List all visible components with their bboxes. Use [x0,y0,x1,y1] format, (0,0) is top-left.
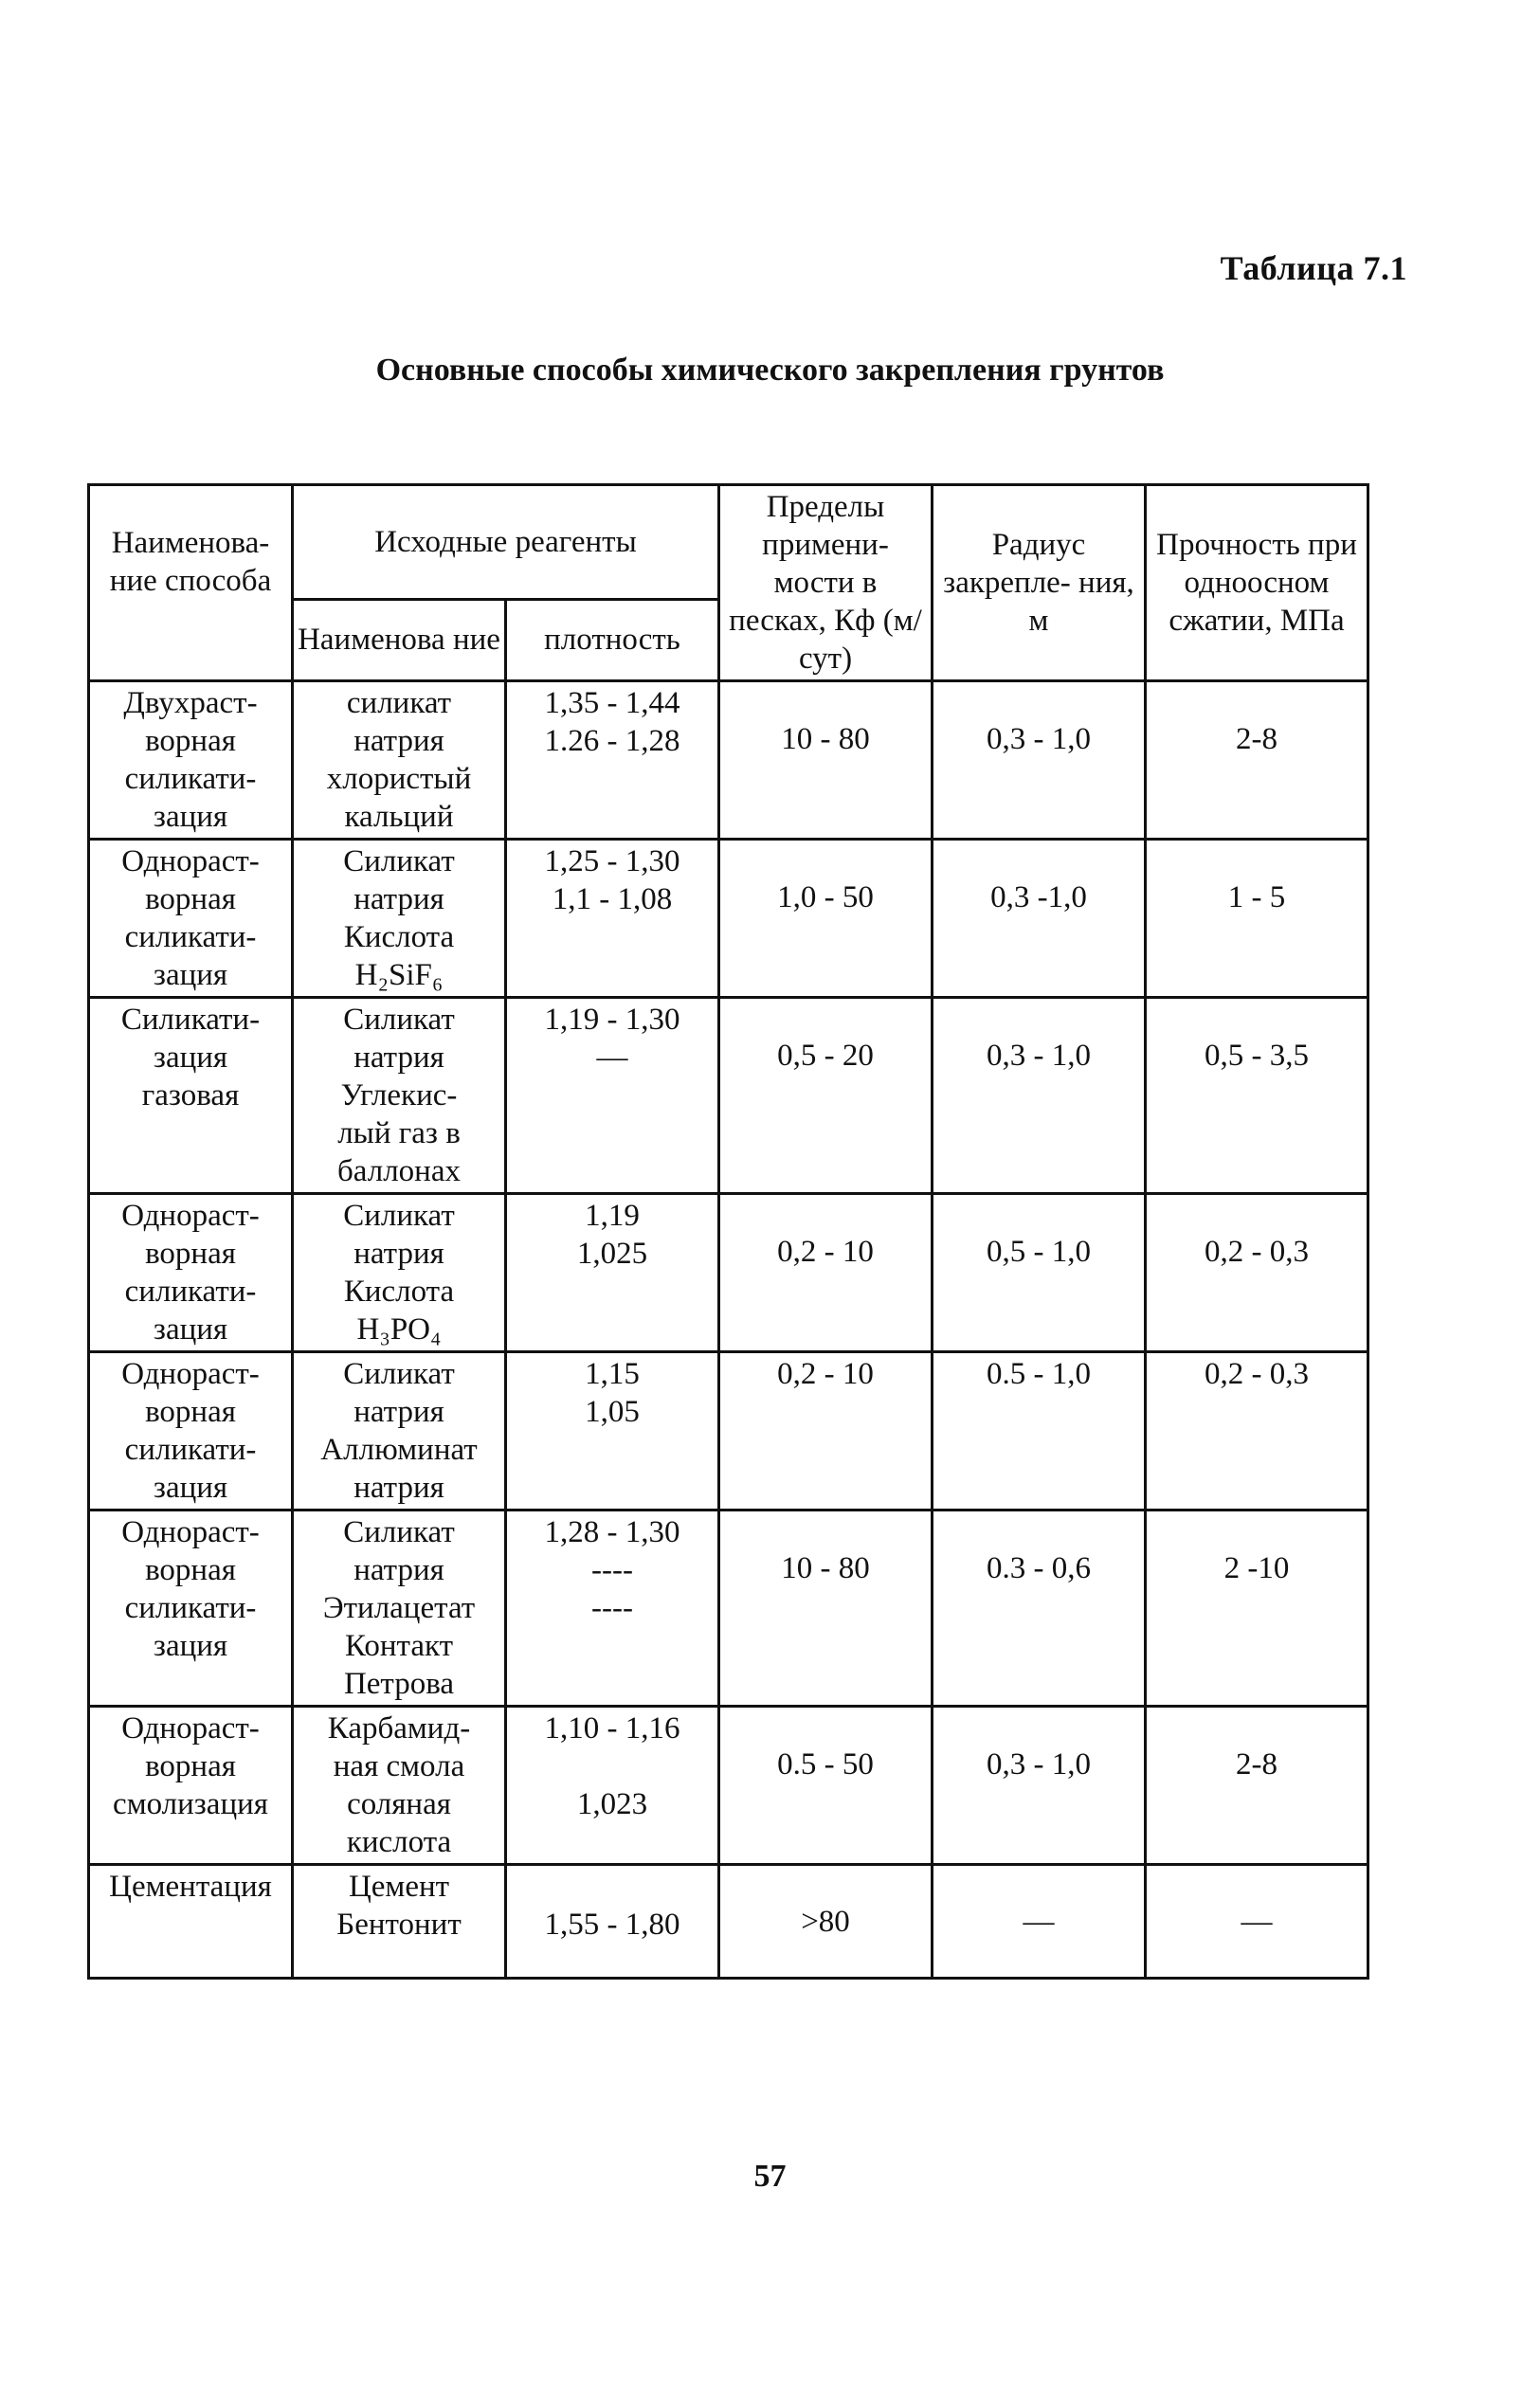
density-cell-line: 1,19 [585,1199,640,1233]
reagent-cell-line: Углекис- [340,1078,458,1113]
density-cell-line: 1,025 [576,1237,648,1271]
method-cell [89,840,293,998]
strength-cell: 0,5 - 3,5 [1146,998,1368,1194]
table-row [89,1707,1368,1865]
method-cell-line: Однораст- [121,1711,260,1746]
density-cell [506,681,719,840]
radius-cell: 0,3 -1,0 [933,840,1146,998]
strength-cell: 1 - 5 [1146,840,1368,998]
table-title: Основные способы химического закрепления грунтов [375,353,1165,388]
reagent-cell-line: кальций [344,800,454,834]
method-cell-line: ворная [145,1237,236,1271]
reagent-cell-line: Кислота [343,1275,455,1309]
density-cell-line: 1,19 - 1,30 [544,1003,680,1037]
density-cell [506,1194,719,1352]
density-cell-line [511,1747,714,1785]
page-number: 57 [753,2159,787,2194]
reagent-cell-line: натрия [353,1471,444,1505]
limits-cell: 0,5 - 20 [719,998,933,1194]
method-cell-line: силикати- [124,1275,257,1309]
reagent-cell-line: кислота [346,1825,452,1859]
limits-cell: >80 [719,1865,933,1979]
method-cell [89,1511,293,1707]
density-cell-line: — [596,1040,628,1075]
method-cell-line: силикати- [124,920,257,954]
density-cell-line: ---- [591,1591,633,1625]
reagent-cell [293,840,506,998]
strength-cell: 0,2 - 0,3 [1146,1194,1368,1352]
method-cell-line: Силикати- [120,1003,261,1037]
header-reagent-name: Наименова ние [293,599,506,680]
reagent-cell-line: Бентонит [336,1908,462,1942]
reagent-cell-line: Силикат [343,1199,455,1233]
method-cell-line: зация [153,800,228,834]
method-cell-line: ворная [145,1553,236,1587]
density-cell [506,840,719,998]
reagent-cell-line: H₂SiF₆ [354,958,444,992]
reagent-cell [293,998,506,1194]
method-cell-line: Однораст- [121,1199,260,1233]
method-cell-line: ворная [145,724,236,758]
density-cell-line [511,1868,714,1906]
reagent-cell-line: Цемент [348,1870,450,1904]
table-row [89,1865,1368,1979]
method-cell-line: Однораст- [121,844,260,878]
density-cell-line: 1,55 - 1,80 [544,1908,680,1942]
reagent-cell [293,681,506,840]
reagent-cell [293,1194,506,1352]
method-cell-line: Цементация [109,1870,272,1904]
reagent-cell-line: Силикат [343,1003,455,1037]
method-cell-line: силикати- [124,1433,257,1467]
reagent-cell-line: Силикат [343,844,455,878]
radius-cell: — [933,1865,1146,1979]
strength-cell: 2-8 [1146,1707,1368,1865]
method-cell-line: ворная [145,1749,236,1783]
radius-cell: 0,5 - 1,0 [933,1194,1146,1352]
methods-table [87,483,1369,1980]
header-density: плотность [506,599,719,680]
reagent-cell-line: натрия [353,1553,444,1587]
radius-cell: 0,3 - 1,0 [933,1707,1146,1865]
method-cell-line: силикати- [124,762,257,796]
header-limits: Пределы примени- мости в песках, Кф (м/сут) [719,485,933,681]
header-reagents: Исходные реагенты [293,485,719,600]
reagent-cell-line: Силикат [343,1357,455,1391]
reagent-cell-line: натрия [353,1040,444,1075]
table-row [89,998,1368,1194]
density-cell [506,1352,719,1511]
density-cell-line: 1.26 - 1,28 [544,724,680,758]
method-cell-line: Двухраст- [123,686,258,720]
strength-cell: 2 -10 [1146,1511,1368,1707]
limits-cell: 0,2 - 10 [719,1352,933,1511]
method-cell [89,1194,293,1352]
reagent-cell-line: Этилацетат [322,1591,476,1625]
method-cell-line: Однораст- [121,1515,260,1549]
strength-cell: 2-8 [1146,681,1368,840]
limits-cell: 10 - 80 [719,681,933,840]
reagent-cell-line: ная смола [333,1749,465,1783]
reagent-cell-line: натрия [353,1237,444,1271]
radius-cell: 0.3 - 0,6 [933,1511,1146,1707]
reagent-cell-line: Карбамид- [327,1711,471,1746]
reagent-cell [293,1865,506,1979]
reagent-cell-line: баллонах [337,1154,461,1188]
density-cell [506,998,719,1194]
density-cell-line: 1,25 - 1,30 [544,844,680,878]
density-cell [506,1511,719,1707]
header-method: Наименова- ние способа [89,485,293,681]
reagent-cell-line: хлористый [326,762,472,796]
method-cell [89,1707,293,1865]
reagent-cell-line: силикат [346,686,452,720]
header-radius: Радиус закрепле- ния, м [933,485,1146,681]
density-cell-line: 1,023 [576,1787,648,1821]
reagent-cell-line: натрия [353,1395,444,1429]
method-cell-line: зация [153,1312,228,1347]
strength-cell: — [1146,1865,1368,1979]
method-cell [89,998,293,1194]
method-cell-line: зация [153,1629,228,1663]
table-row [89,1352,1368,1511]
strength-cell: 0,2 - 0,3 [1146,1352,1368,1511]
method-cell-line: Однораст- [121,1357,260,1391]
method-cell-line: смолизация [113,1787,268,1821]
method-cell-line: газовая [141,1078,240,1113]
table-row [89,681,1368,840]
radius-cell: 0,3 - 1,0 [933,998,1146,1194]
method-cell-line: зация [153,1040,228,1075]
method-cell [89,1865,293,1979]
density-cell-line: 1,1 - 1,08 [552,882,673,916]
reagent-cell-line: соляная [347,1787,451,1821]
density-cell-line: 1,35 - 1,44 [544,686,680,720]
density-cell [506,1707,719,1865]
method-cell [89,1352,293,1511]
reagent-cell-line: Аллюминат [320,1433,478,1467]
radius-cell: 0,3 - 1,0 [933,681,1146,840]
density-cell-line: 1,15 [585,1357,640,1391]
density-cell-line: ---- [591,1553,633,1587]
reagent-cell [293,1352,506,1511]
density-cell-line: 1,28 - 1,30 [544,1515,680,1549]
method-cell-line: зация [153,958,228,992]
reagent-cell-line: Петрова [343,1667,455,1701]
reagent-cell-line: натрия [353,882,444,916]
limits-cell: 10 - 80 [719,1511,933,1707]
table-row [89,1194,1368,1352]
reagent-cell-line: Силикат [343,1515,455,1549]
method-cell-line: ворная [145,882,236,916]
limits-cell: 0,2 - 10 [719,1194,933,1352]
limits-cell: 1,0 - 50 [719,840,933,998]
reagent-cell-line: Контакт [344,1629,454,1663]
reagent-cell-line: H₃PO₄ [356,1312,442,1347]
method-cell-line: силикати- [124,1591,257,1625]
density-cell [506,1865,719,1979]
density-cell-line: 1,10 - 1,16 [544,1711,680,1746]
reagent-cell-line: Кислота [343,920,455,954]
header-strength: Прочность при одноосном сжатии, МПа [1146,485,1368,681]
reagent-cell [293,1707,506,1865]
radius-cell: 0.5 - 1,0 [933,1352,1146,1511]
method-cell-line: ворная [145,1395,236,1429]
reagent-cell-line: натрия [353,724,444,758]
density-cell-line: 1,05 [585,1395,640,1429]
table-row [89,840,1368,998]
reagent-cell-line: лый газ в [337,1116,461,1150]
method-cell-line: зация [153,1471,228,1505]
limits-cell: 0.5 - 50 [719,1707,933,1865]
method-cell [89,681,293,840]
reagent-cell [293,1511,506,1707]
table-label: Таблица 7.1 [1220,249,1407,287]
table-row [89,1511,1368,1707]
